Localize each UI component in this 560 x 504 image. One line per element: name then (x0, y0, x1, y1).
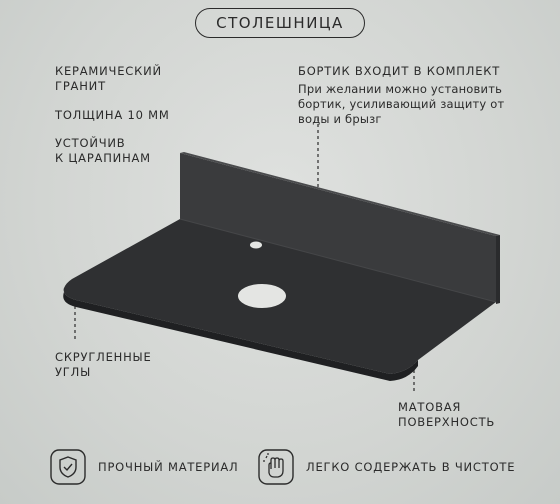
backsplash-desc-line2: бортик, усиливающий защиту от (298, 97, 505, 111)
feature-easy-clean-label: ЛЕГКО СОДЕРЖАТЬ В ЧИСТОТЕ (306, 460, 516, 474)
faucet-hole (250, 242, 262, 249)
sink-hole (238, 284, 286, 308)
rounded-label-line2: УГЛЫ (55, 365, 92, 379)
hand-cleaning-icon (258, 449, 294, 485)
feature-durable (50, 449, 239, 485)
material-label-line2: ГРАНИТ (55, 79, 106, 93)
scratch-label-line2: К ЦАРАПИНАМ (55, 151, 151, 165)
feature-easy-clean (258, 449, 515, 485)
scratch-label-line1: УСТОЙЧИВ (55, 136, 126, 150)
backsplash-desc-line3: воды и брызг (298, 112, 382, 126)
matte-label-line1: МАТОВАЯ (398, 400, 462, 414)
material-label-line1: КЕРАМИЧЕСКИЙ (55, 64, 162, 78)
shield-check-icon (50, 449, 86, 485)
thickness-label: ТОЛЩИНА 10 ММ (55, 108, 170, 122)
backsplash-title: БОРТИК ВХОДИТ В КОМПЛЕКТ (298, 64, 501, 78)
backsplash-desc-line1: При желании можно установить (298, 82, 503, 96)
page-title: СТОЛЕШНИЦА (195, 8, 365, 38)
feature-durable-label: ПРОЧНЫЙ МАТЕРИАЛ (98, 460, 239, 474)
matte-label-line2: ПОВЕРХНОСТЬ (398, 415, 496, 429)
rounded-label-line1: СКРУГЛЕННЫЕ (55, 350, 152, 364)
